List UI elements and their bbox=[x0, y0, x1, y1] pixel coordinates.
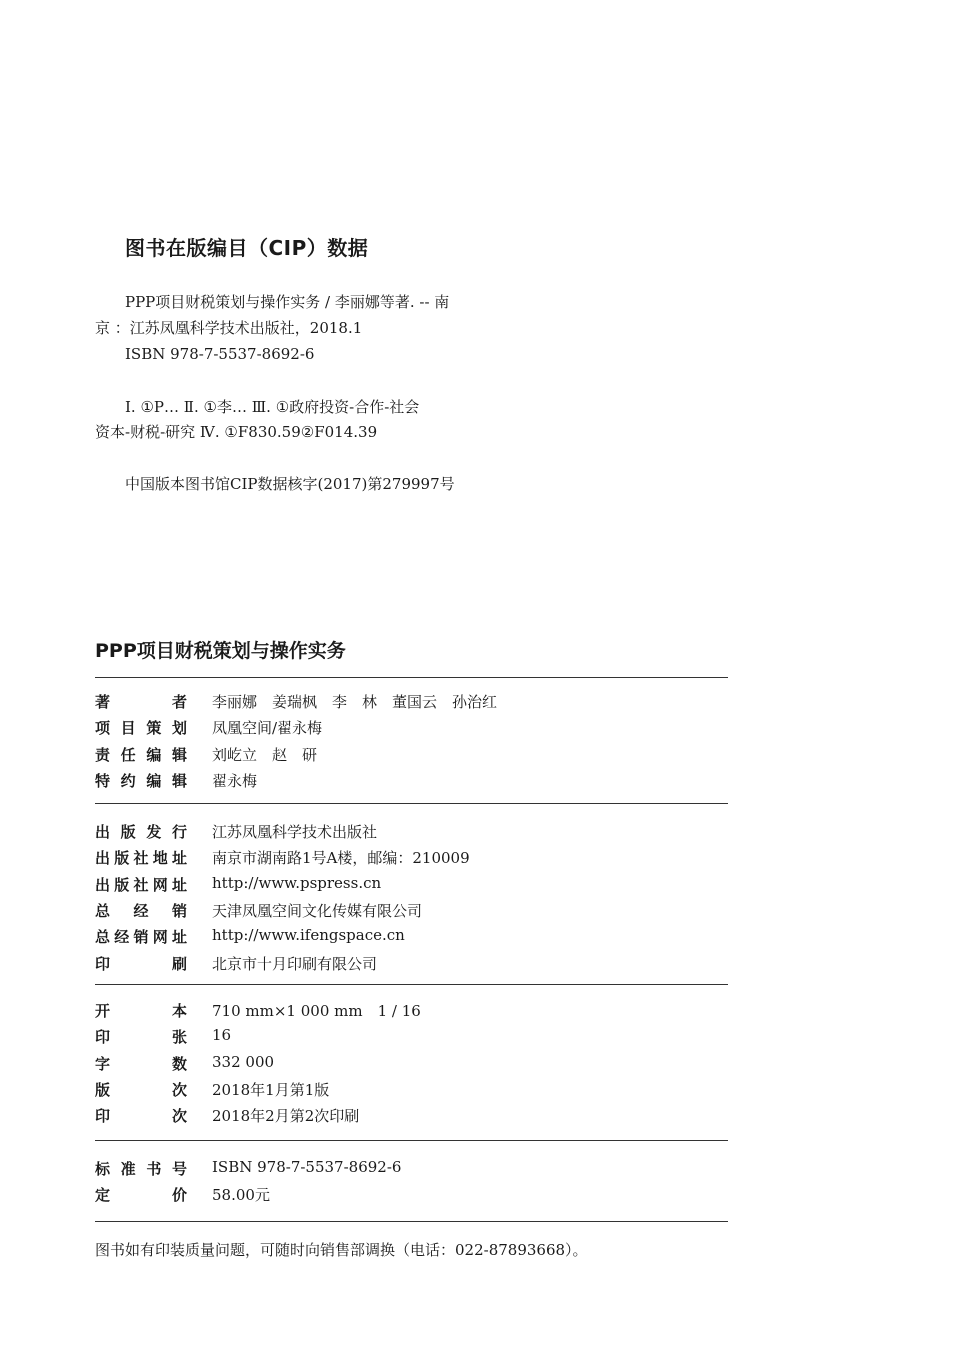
cip-publisher-line: 京 ：江苏凤凰科学技术出版社，2018.1 bbox=[95, 319, 363, 337]
colophon-value: 天津凤凰空间文化传媒有限公司 bbox=[212, 901, 423, 920]
colophon-label bbox=[95, 770, 187, 791]
divider bbox=[95, 677, 728, 678]
colophon-label-char: 书 bbox=[146, 1160, 162, 1178]
colophon-label-char: 经 bbox=[114, 928, 130, 947]
colophon-label-char: 网 bbox=[152, 875, 168, 894]
colophon-label bbox=[95, 744, 187, 765]
colophon-label-char: 地 bbox=[152, 849, 168, 868]
divider bbox=[95, 1140, 728, 1141]
colophon-value: 2018年1月第1版 bbox=[212, 1080, 330, 1099]
colophon-label-char: 张 bbox=[171, 1028, 187, 1047]
colophon-label-char: 经 bbox=[133, 901, 149, 920]
colophon-label-char: 址 bbox=[171, 849, 187, 868]
colophon-value: 北京市十月印刷有限公司 bbox=[212, 954, 378, 973]
colophon-label-char: 次 bbox=[171, 1107, 187, 1126]
colophon-label bbox=[95, 691, 187, 712]
colophon-label-char: 社 bbox=[133, 849, 149, 868]
colophon-label-char: 数 bbox=[171, 1054, 187, 1073]
cip-classification-line-2: 资本-财税-研究 Ⅳ. ①F830.59②F014.39 bbox=[95, 423, 378, 441]
colophon-value: http://www.pspress.cn bbox=[212, 873, 382, 892]
colophon-value: 凤凰空间/翟永梅 bbox=[212, 719, 323, 738]
colophon-label-char: 责 bbox=[95, 745, 111, 764]
quality-notice: 图书如有印装质量问题，可随时向销售部调换（电话：022-87893668）。 bbox=[95, 1241, 588, 1259]
colophon-label-char: 准 bbox=[120, 1160, 136, 1178]
colophon-label-char: 总 bbox=[95, 901, 111, 920]
colophon-label-char: 辑 bbox=[171, 745, 187, 764]
colophon-label-char: 字 bbox=[95, 1054, 111, 1073]
colophon-label bbox=[95, 1105, 187, 1126]
colophon-value: 2018年2月第2次印刷 bbox=[212, 1107, 360, 1126]
colophon-label-char: 行 bbox=[171, 823, 187, 841]
colophon-label-char: 刷 bbox=[171, 954, 187, 973]
colophon-label-char: 目 bbox=[120, 719, 136, 738]
colophon-value: 江苏凤凰科学技术出版社 bbox=[212, 823, 378, 841]
colophon-label bbox=[95, 900, 187, 921]
colophon-label-char: 任 bbox=[120, 745, 136, 764]
colophon-label-char: 销 bbox=[171, 901, 187, 920]
cip-title-line: PPP项目财税策划与操作实务 / 李丽娜等著. -- 南 bbox=[125, 293, 450, 311]
colophon-label-char: 版 bbox=[114, 849, 130, 868]
colophon-value: 翟永梅 bbox=[212, 771, 258, 790]
colophon-label bbox=[95, 1026, 187, 1047]
colophon-label-char: 印 bbox=[95, 1107, 111, 1126]
colophon-value: 332 000 bbox=[212, 1052, 275, 1071]
colophon-label-char: 出 bbox=[95, 875, 111, 894]
colophon-label bbox=[95, 1184, 187, 1205]
colophon-label-char: 项 bbox=[95, 719, 111, 738]
divider bbox=[95, 984, 728, 985]
colophon-label-char: 号 bbox=[171, 1160, 187, 1178]
colophon-label-char: 标 bbox=[95, 1160, 111, 1178]
colophon-label-char: 编 bbox=[146, 771, 162, 790]
colophon-label-char: 策 bbox=[146, 719, 162, 738]
colophon-label bbox=[95, 847, 187, 868]
colophon-label-char: 发 bbox=[146, 823, 162, 841]
colophon-label-char: 次 bbox=[171, 1080, 187, 1099]
colophon-label-char: 编 bbox=[146, 745, 162, 764]
colophon-label-char: 辑 bbox=[171, 771, 187, 790]
colophon-label-char: 版 bbox=[120, 823, 136, 841]
colophon-label-char: 址 bbox=[171, 875, 187, 894]
cip-isbn-line: ISBN 978-7-5537-8692-6 bbox=[125, 345, 315, 363]
colophon-label bbox=[95, 874, 187, 895]
colophon-label bbox=[95, 821, 187, 842]
colophon-label bbox=[95, 1158, 187, 1179]
colophon-value: http://www.ifengspace.cn bbox=[212, 926, 405, 945]
colophon-label-char: 约 bbox=[120, 771, 136, 790]
colophon-label-char: 出 bbox=[95, 849, 111, 868]
colophon-value: ISBN 978-7-5537-8692-6 bbox=[212, 1158, 402, 1176]
book-title: PPP项目财税策划与操作实务 bbox=[95, 640, 346, 662]
colophon-label-char: 者 bbox=[171, 693, 187, 711]
colophon-label bbox=[95, 717, 187, 738]
colophon-value: 16 bbox=[212, 1026, 232, 1045]
colophon-label-char: 特 bbox=[95, 771, 111, 790]
colophon-label-char: 著 bbox=[95, 693, 111, 711]
colophon-label-char: 销 bbox=[133, 928, 149, 947]
divider bbox=[95, 803, 728, 804]
cip-record-number: 中国版本图书馆CIP数据核字(2017)第279997号 bbox=[125, 475, 455, 493]
colophon-value: 南京市湖南路1号A楼，邮编：210009 bbox=[212, 849, 470, 868]
colophon-value: 58.00元 bbox=[212, 1186, 270, 1205]
colophon-label-char: 版 bbox=[95, 1080, 111, 1099]
colophon-label-char: 印 bbox=[95, 954, 111, 973]
colophon-label-char: 划 bbox=[171, 719, 187, 738]
colophon-label-char: 社 bbox=[133, 875, 149, 894]
colophon-label-char: 定 bbox=[95, 1186, 111, 1205]
colophon-label-char: 网 bbox=[152, 928, 168, 947]
colophon-label bbox=[95, 1053, 187, 1074]
colophon-label bbox=[95, 1000, 187, 1021]
colophon-value: 刘屹立 赵 研 bbox=[212, 745, 318, 764]
colophon-value: 李丽娜 姜瑞枫 李 林 董国云 孙治红 bbox=[212, 693, 498, 711]
cip-heading: 图书在版编目（CIP）数据 bbox=[125, 236, 369, 260]
colophon-label-char: 版 bbox=[114, 875, 130, 894]
colophon-label-char: 出 bbox=[95, 823, 111, 841]
cip-classification-line: Ⅰ. ①P… Ⅱ. ①李… Ⅲ. ①政府投资-合作-社会 bbox=[125, 398, 420, 416]
colophon-label-char: 址 bbox=[171, 928, 187, 947]
colophon-label bbox=[95, 1079, 187, 1100]
colophon-label-char: 价 bbox=[171, 1186, 187, 1205]
colophon-value: 710 mm×1 000 mm 1 / 16 bbox=[212, 1002, 421, 1020]
colophon-label-char: 开 bbox=[95, 1002, 111, 1020]
colophon-label bbox=[95, 953, 187, 974]
colophon-label bbox=[95, 926, 187, 947]
colophon-label-char: 总 bbox=[95, 928, 111, 947]
colophon-label-char: 本 bbox=[171, 1002, 187, 1020]
divider bbox=[95, 1221, 728, 1222]
colophon-label-char: 印 bbox=[95, 1028, 111, 1047]
